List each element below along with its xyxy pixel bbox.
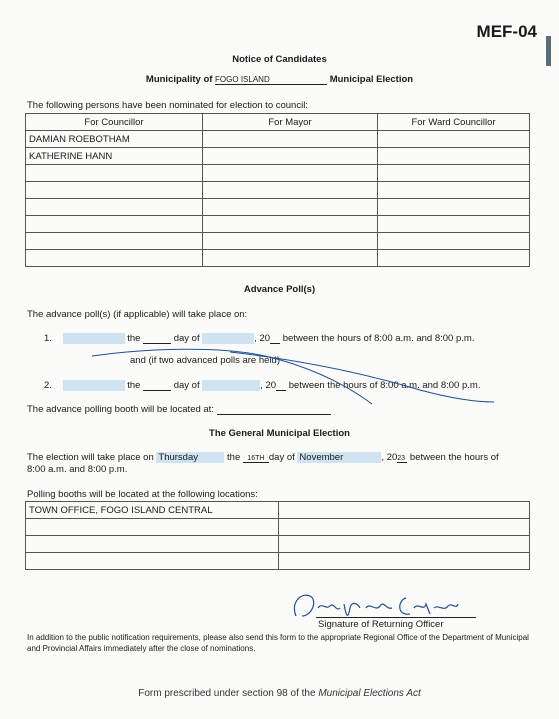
polling-booths-table: [25, 501, 530, 570]
col-header-councillor: For Councillor: [26, 114, 203, 131]
booth-row: [26, 502, 530, 519]
day-of-label: day of: [268, 452, 295, 463]
booth-row: [26, 519, 530, 536]
booth-row: [26, 553, 530, 570]
booth-location-cell[interactable]: TOWN OFFICE, FOGO ISLAND CENTRAL: [26, 502, 279, 519]
hours-text-a: between the hours of: [409, 452, 499, 463]
year-prefix: , 20: [260, 380, 277, 392]
signature-line: [316, 617, 476, 618]
municipality-field[interactable]: FOGO ISLAND: [215, 75, 327, 85]
advance-poll-heading: Advance Poll(s): [243, 284, 316, 295]
col-header-ward-councillor: For Ward Councillor: [378, 114, 530, 131]
booth-location-cell[interactable]: [279, 553, 530, 570]
day-of-label: day of: [173, 333, 200, 345]
day-of-label: day of: [173, 380, 200, 392]
hours-text: between the hours of 8:00 a.m. and 8:00 p.m.: [282, 333, 475, 345]
booth-label: The advance polling booth will be located at:: [27, 404, 214, 415]
two-polls-note: and (if two advanced polls are held): [130, 355, 280, 366]
councillor-cell[interactable]: KATHERINE HANN: [26, 148, 203, 165]
election-year-field[interactable]: 23: [397, 455, 407, 463]
footer-prefix: Form prescribed under section 98 of the: [138, 688, 319, 699]
nominated-intro: The following persons have been nominated for election to council:: [27, 100, 308, 111]
booth-location-cell[interactable]: [26, 519, 279, 536]
general-election-heading: The General Municipal Election: [209, 428, 350, 439]
footer-text: [0, 688, 559, 699]
advance-poll-intro: The advance poll(s) (if applicable) will take place on:: [27, 309, 248, 320]
the-label: the: [127, 333, 141, 345]
footer-act-name: Municipal Elections Act: [318, 688, 421, 699]
election-lead: The election will take place on: [27, 452, 154, 463]
booth-row: [26, 536, 530, 553]
hours-text: between the hours of 8:00 a.m. and 8:00 p.m.: [288, 380, 481, 392]
year-prefix: , 20: [254, 333, 271, 345]
booth-location-cell[interactable]: [26, 553, 279, 570]
notice-text: In addition to the public notification requirements, please also send this form to the appropriate Regional Office of the Department of Municipal and Provincial Affairs immediately after the close of nominations.: [27, 633, 529, 653]
councillor-cell[interactable]: DAMIAN ROEBOTHAM: [26, 131, 203, 148]
booth-location-cell[interactable]: [279, 519, 530, 536]
municipality-suffix: Municipal Election: [329, 74, 414, 85]
booth-location-cell[interactable]: [279, 502, 530, 519]
election-weekday-field[interactable]: Thursday: [156, 452, 224, 463]
col-header-mayor: For Mayor: [203, 114, 378, 131]
item-number: 2.: [44, 380, 52, 392]
booth-location-cell[interactable]: [26, 536, 279, 553]
municipality-prefix: Municipality of: [145, 74, 213, 85]
page-title: Notice of Candidates: [232, 54, 327, 65]
signature-label: Signature of Returning Officer: [318, 619, 444, 630]
year-prefix: , 20: [381, 452, 398, 463]
general-election-hours: 8:00 a.m. and 8:00 p.m.: [27, 464, 128, 475]
the-label: the: [127, 380, 141, 392]
general-election-line: [27, 452, 499, 463]
election-month-field[interactable]: November: [297, 452, 381, 463]
booth-location-cell[interactable]: [279, 536, 530, 553]
election-day-field[interactable]: 16TH: [243, 455, 269, 463]
item-number: 1.: [44, 333, 52, 345]
polling-booths-intro: Polling booths will be located at the following locations:: [27, 489, 258, 500]
form-id: MEF-04: [476, 22, 537, 41]
the-label: the: [227, 452, 241, 463]
